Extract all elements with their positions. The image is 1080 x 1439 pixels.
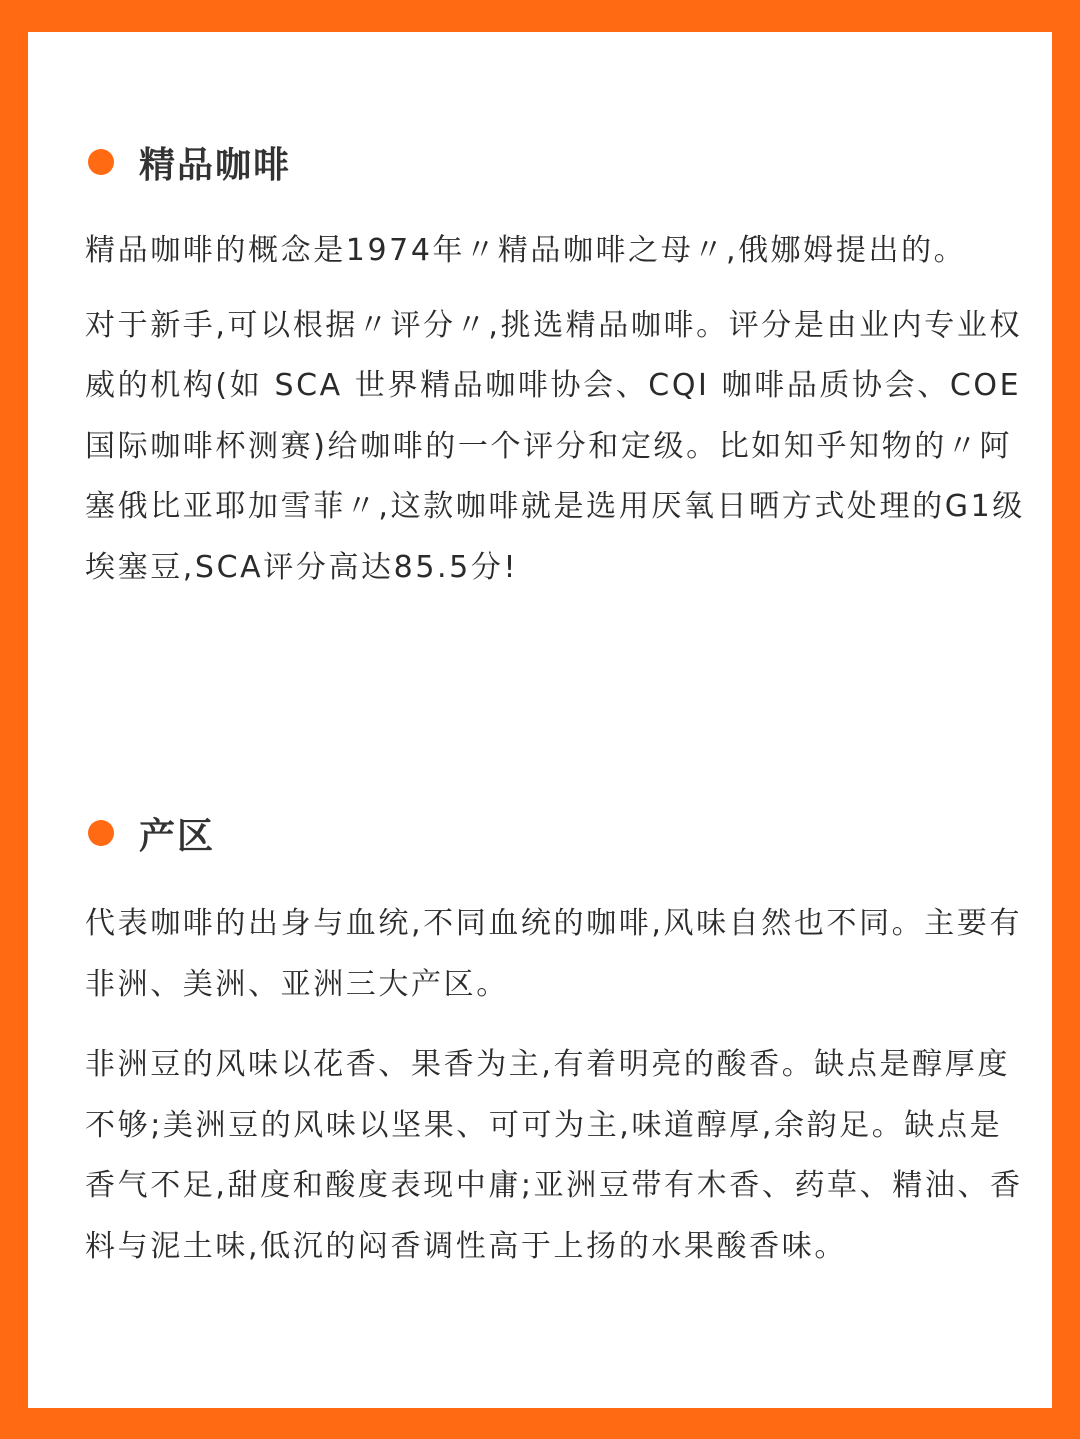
section-title: 精品咖啡 xyxy=(139,144,292,186)
paragraph: 精品咖啡的概念是1974年〃精品咖啡之母〃,俄娜姆提出的。 xyxy=(85,233,967,268)
paragraph: 代表咖啡的出身与血统,不同血统的咖啡,风味自然也不同。主要有非洲、美洲、亚洲三大产区。 xyxy=(85,906,1023,1002)
section-origin xyxy=(85,803,1025,1277)
section-specialty-coffee xyxy=(85,132,1025,598)
content-card xyxy=(28,32,1052,1408)
section-heading xyxy=(85,132,1025,192)
section-heading xyxy=(85,803,1025,863)
section-title: 产区 xyxy=(139,815,216,857)
bullet-dot-icon xyxy=(88,149,114,175)
paragraph: 对于新手,可以根据〃评分〃,挑选精品咖啡。评分是由业内专业权威的机构(如 SCA 世界精品咖啡协会、CQI 咖啡品质协会、COE 国际咖啡杯测赛)给咖啡的一个评分和定级。比如知乎知物的〃阿塞俄比亚耶加雪菲〃,这款咖啡就是选用厌氧日晒方式处理的G1级埃塞豆,SCA评分高达85.5分! xyxy=(85,307,1025,585)
bullet-dot-icon xyxy=(88,820,114,846)
paragraph: 非洲豆的风味以花香、果香为主,有着明亮的酸香。缺点是醇厚度不够;美洲豆的风味以坚果、可可为主,味道醇厚,余韵足。缺点是香气不足,甜度和酸度表现中庸;亚洲豆带有木香、药草、精油、香料与泥土味,低沉的闷香调性高于上扬的水果酸香味。 xyxy=(85,1047,1023,1264)
